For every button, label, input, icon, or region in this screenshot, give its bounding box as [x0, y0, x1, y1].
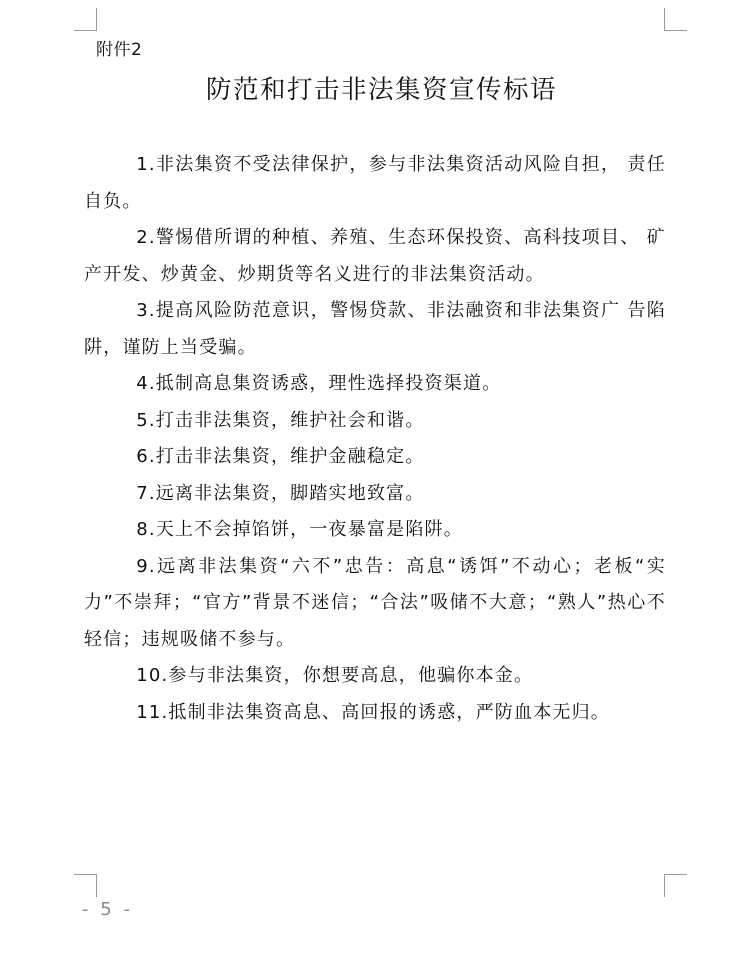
page-number: - 5 - [82, 899, 133, 920]
slogan-item-4: 4.抵制高息集资诱惑，理性选择投资渠道。 [136, 373, 502, 394]
crop-mark-top-right [664, 8, 687, 31]
slogan-item-1: 1.非法集资不受法律保护，参与非法集资活动风险自担， 责任自负。 [84, 154, 666, 212]
crop-mark-bottom-left [74, 874, 97, 897]
slogan-item-11: 11.抵制非法集资高息、高回报的诱惑，严防血本无归。 [136, 701, 611, 723]
attachment-label: 附件2 [96, 40, 143, 60]
crop-mark-top-left [74, 8, 97, 31]
slogan-list [84, 147, 666, 731]
slogan-item-6: 6.打击非法集资，维护金融稳定。 [136, 446, 425, 467]
slogan-item-8: 8.天上不会掉馅饼，一夜暴富是陷阱。 [136, 519, 463, 540]
slogan-item-7: 7.远离非法集资，脚踏实地致富。 [136, 482, 425, 504]
document-title: 防范和打击非法集资宣传标语 [205, 75, 557, 105]
slogan-item-5: 5.打击非法集资，维护社会和谐。 [136, 409, 425, 431]
crop-mark-bottom-right [664, 874, 687, 897]
slogan-item-3: 3.提高风险防范意识，警惕贷款、非法融资和非法集资广 告陷阱，谨防上当受骗。 [84, 300, 666, 358]
slogan-item-2: 2.警惕借所谓的种植、养殖、生态环保投资、高科技项目、 矿产开发、炒黄金、炒期货等名义进行的非法集资活动。 [84, 227, 666, 285]
slogan-item-10: 10.参与非法集资，你想要高息，他骗你本金。 [136, 665, 534, 686]
slogan-item-9: 9.远离非法集资“六不”忠告：高息“诱饵”不动心；老板“实力”不崇拜；“官方”背景不迷信；“合法”吸储不大意；“熟人”热心不轻信；违规吸储不参与。 [84, 555, 666, 650]
